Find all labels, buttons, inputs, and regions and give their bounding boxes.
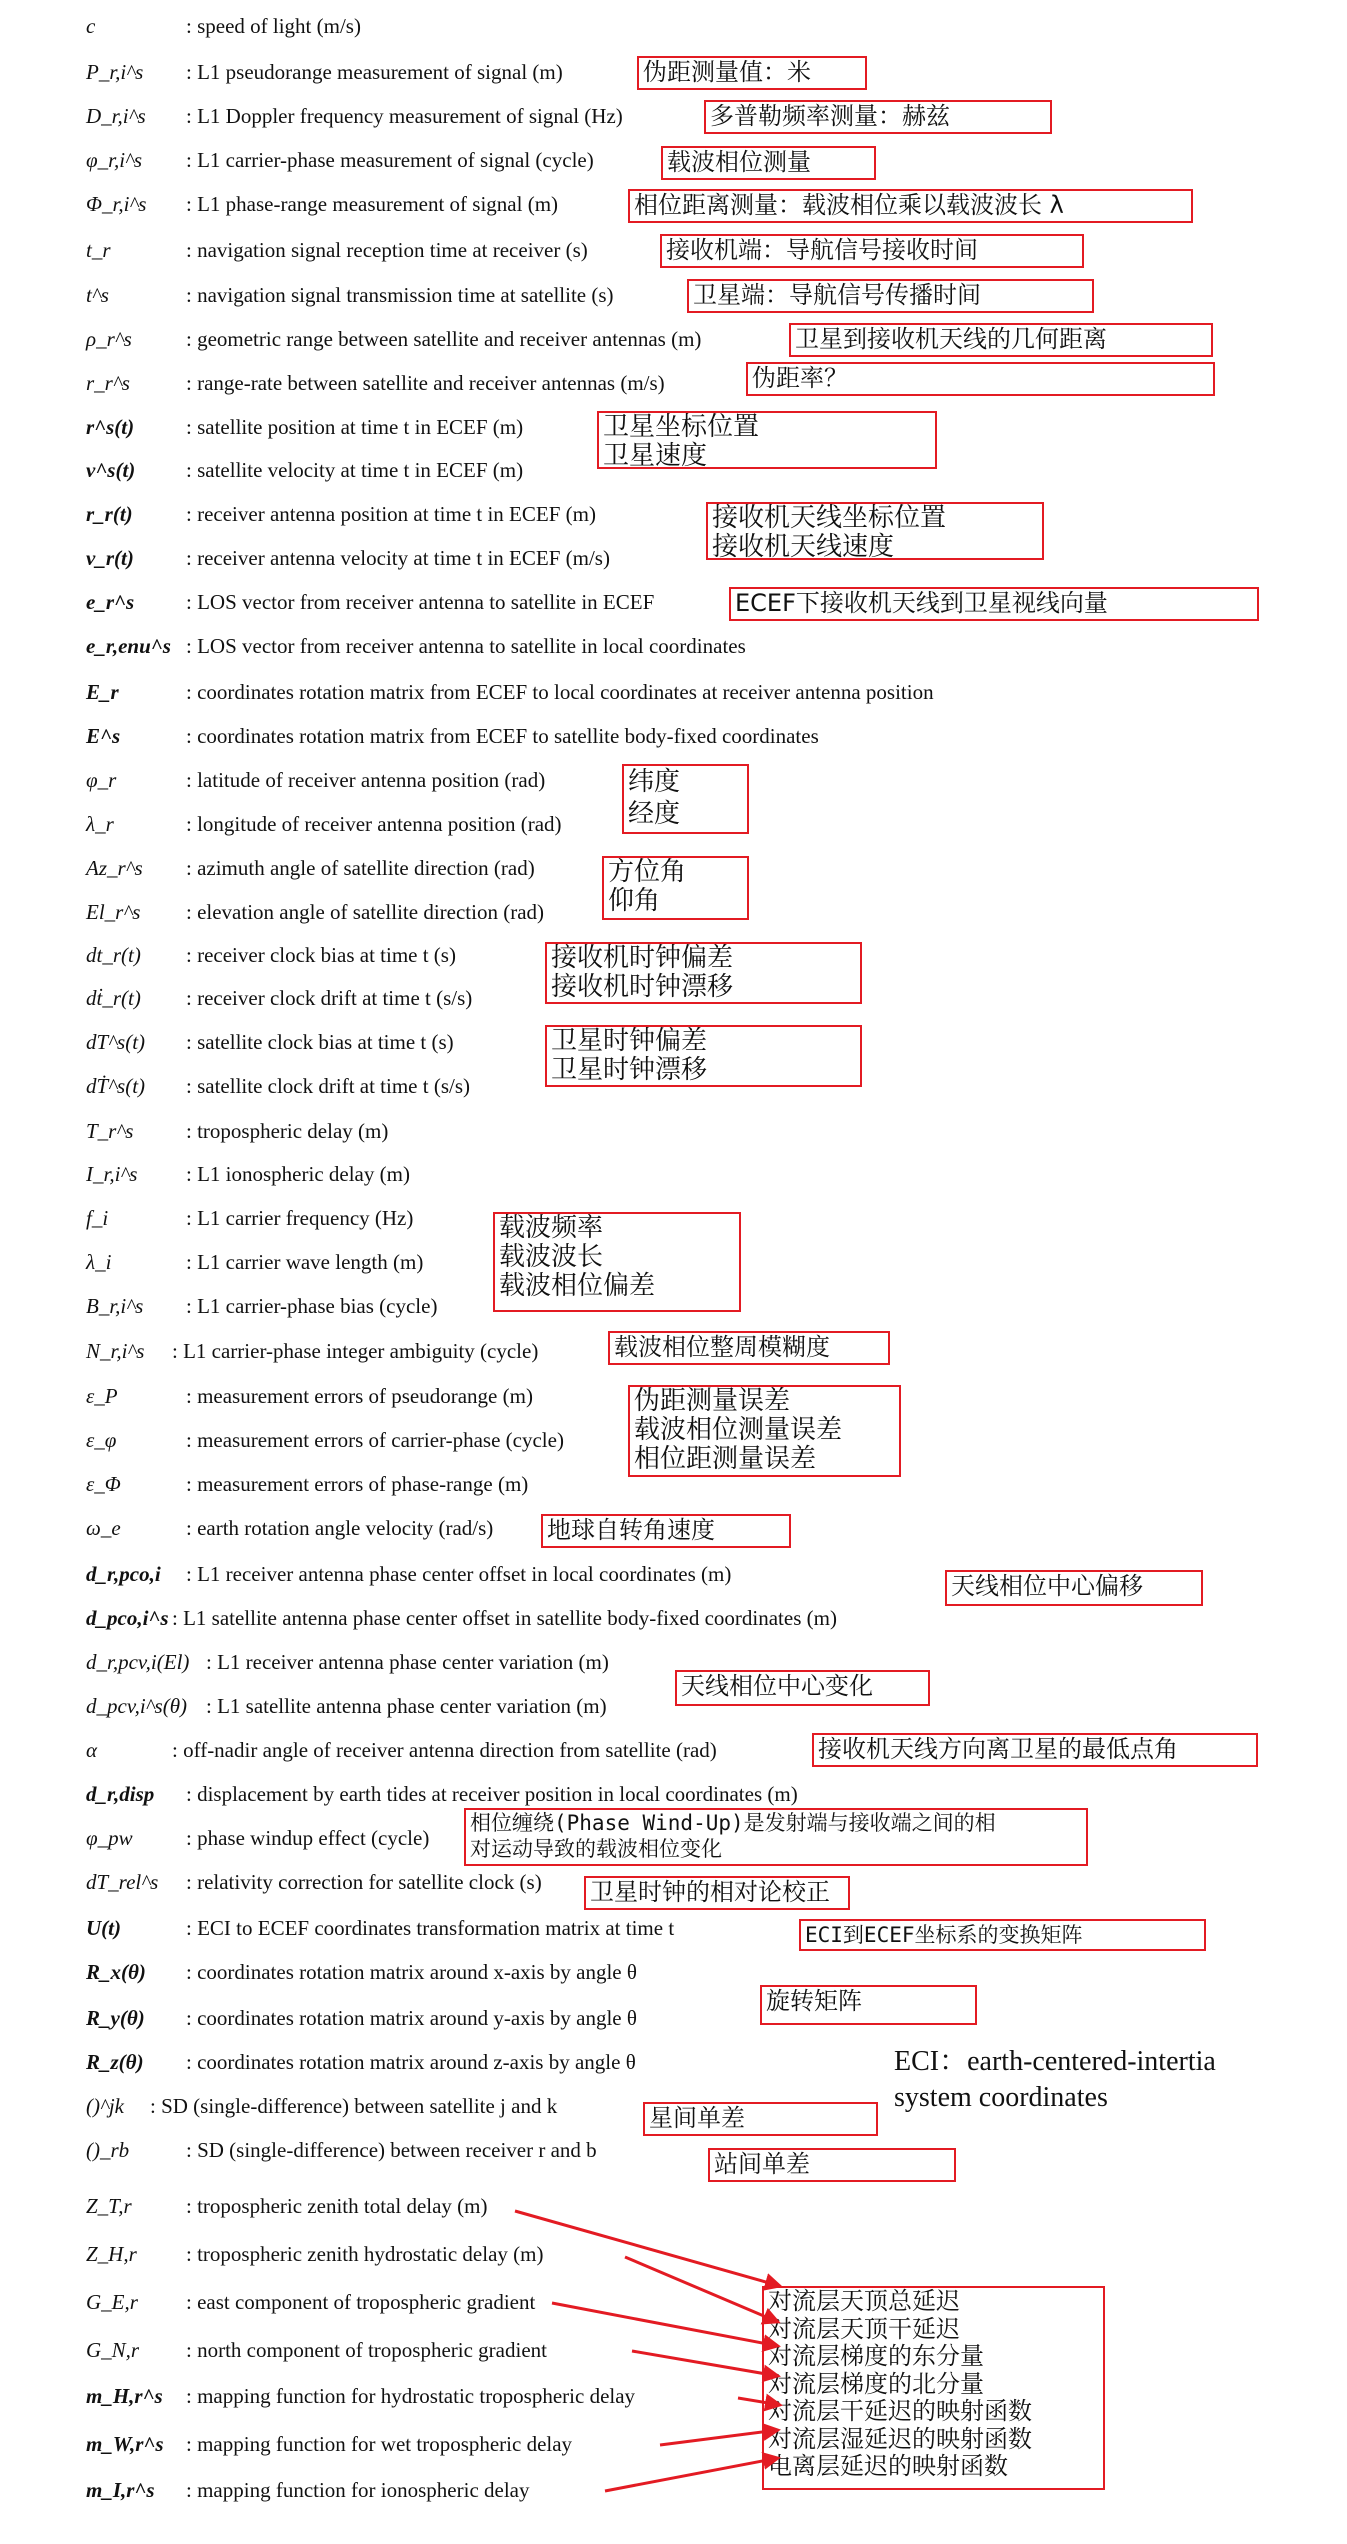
notation-symbol: r_r(t) [86,502,133,526]
notation-description: : mapping function for wet tropospheric delay [186,2432,573,2456]
notation-description: : speed of light (m/s) [186,14,361,38]
notation-description: : ECI to ECEF coordinates transformation matrix at time t [186,1916,675,1940]
arrow-zenith-hydrostatic [625,2257,778,2322]
notation-symbol: λ_i [86,1250,112,1274]
eci-note: ECI：earth-centered-intertia system coordinates [894,2046,1216,2113]
notation-symbol: c [86,14,96,38]
notation-symbol: dT_rel^s [86,1870,159,1894]
notation-symbol: m_I,r^s [86,2478,155,2502]
notation-description: : navigation signal transmission time at satellite (s) [186,283,614,307]
notation-symbol: ()_rb [86,2138,130,2162]
notation-description: : tropospheric zenith total delay (m) [186,2194,488,2218]
notation-description: : L1 phase-range measurement of signal (m) [186,192,559,216]
annotation-satellite-pos-vel: 卫星坐标位置 卫星速度 [597,411,937,469]
annotation-pco: 天线相位中心偏移 [945,1570,1203,1606]
annotation-doppler: 多普勒频率测量：赫兹 [704,100,1052,134]
annotation-receiver-pos-vel: 接收机天线坐标位置 接收机天线速度 [706,502,1044,560]
notation-description: : tropospheric delay (m) [186,1119,389,1143]
notation-symbol: R_z(θ) [86,2050,144,2074]
annotation-phase-range: 相位距离测量：载波相位乘以载波波长 λ [628,189,1193,223]
notation-symbol: N_r,i^s [86,1339,145,1363]
notation-symbol: T_r^s [86,1119,134,1143]
notation-description: : coordinates rotation matrix around x-axis by angle θ [186,1960,637,1984]
notation-description: : geometric range between satellite and receiver antennas (m) [186,327,702,351]
notation-symbol: v^s(t) [86,458,136,482]
notation-description: : L1 Doppler frequency measurement of signal (Hz) [186,104,623,128]
notation-description: : displacement by earth tides at receiver position in local coordinates (m) [186,1782,798,1806]
notation-description: : SD (single-difference) between receiver r and b [186,2138,597,2162]
notation-symbol: Az_r^s [86,856,143,880]
notation-description: : coordinates rotation matrix around y-axis by angle θ [186,2006,637,2030]
notation-symbol: d_r,pcv,i(El) [86,1650,190,1674]
notation-symbol: D_r,i^s [86,104,146,128]
notation-description: : satellite velocity at time t in ECEF (m) [186,458,524,482]
annotation-range-rate: 伪距率？ [746,362,1215,396]
annotation-earth-rotation: 地球自转角速度 [541,1514,791,1548]
notation-description: : L1 ionospheric delay (m) [186,1162,410,1186]
notation-description: : L1 carrier frequency (Hz) [186,1206,414,1230]
arrow-gradient-east [552,2303,778,2346]
notation-description: : range-rate between satellite and receiver antennas (m/s) [186,371,665,395]
notation-symbol: R_y(θ) [86,2006,145,2030]
notation-description: : satellite clock drift at time t (s/s) [186,1074,471,1098]
notation-description: : L1 receiver antenna phase center variation (m) [206,1650,609,1674]
notation-symbol: v_r(t) [86,546,134,570]
annotation-reception-time: 接收机端：导航信号接收时间 [660,234,1084,268]
notation-symbol: R_x(θ) [86,1960,146,1984]
annotation-relativity: 卫星时钟的相对论校正 [584,1876,850,1910]
annotation-ambiguity: 载波相位整周模糊度 [608,1331,890,1365]
annotation-lat-lon: 纬度 经度 [622,764,749,834]
notation-symbol: α [86,1738,98,1762]
notation-description: : measurement errors of phase-range (m) [186,1472,529,1496]
annotation-geometric-range: 卫星到接收机天线的几何距离 [789,323,1213,357]
notation-description: : satellite position at time t in ECEF (m) [186,415,524,439]
notation-symbol: ε_Φ [86,1472,121,1496]
annotation-troposphere-list: 对流层天顶总延迟 对流层天顶干延迟 对流层梯度的东分量 对流层梯度的北分量 对流层干延迟的映射函数 对流层湿延迟的映射函数 电离层延迟的映射函数 [762,2286,1105,2490]
notation-symbol: e_r^s [86,590,135,614]
notation-description: : off-nadir angle of receiver antenna direction from satellite (rad) [172,1738,717,1762]
arrow-zenith-total [515,2211,780,2286]
notation-symbol: φ_r [86,768,117,792]
annotation-receiver-clock: 接收机时钟偏差 接收机时钟漂移 [545,942,862,1004]
notation-symbol: G_E,r [86,2290,138,2314]
annotation-measurement-errors: 伪距测量误差 载波相位测量误差 相位距测量误差 [628,1385,901,1477]
notation-description: : measurement errors of pseudorange (m) [186,1384,533,1408]
notation-symbol: E_r [86,680,119,704]
notation-description: : L1 carrier-phase bias (cycle) [186,1294,438,1318]
notation-symbol: d_r,disp [86,1782,155,1806]
arrow-gradient-north [632,2351,778,2376]
notation-description: : receiver antenna velocity at time t in ECEF (m/s) [186,546,610,570]
notation-symbol: r_r^s [86,371,130,395]
notation-symbol: Z_T,r [86,2194,132,2218]
notation-description: : L1 carrier-phase integer ambiguity (cycle) [172,1339,539,1363]
notation-description: : relativity correction for satellite clock (s) [186,1870,542,1894]
notation-symbol: λ_r [86,812,114,836]
annotation-carrier: 载波频率 载波波长 载波相位偏差 [493,1212,741,1312]
notation-symbol: dT^s(t) [86,1030,146,1054]
notation-symbol: ρ_r^s [86,327,132,351]
notation-description: : L1 carrier-phase measurement of signal (cycle) [186,148,594,172]
notation-symbol: El_r^s [86,900,141,924]
notation-symbol: dṫ_r(t) [86,986,141,1010]
notation-description: : longitude of receiver antenna position (rad) [186,812,562,836]
notation-description: : mapping function for ionospheric delay [186,2478,530,2502]
notation-description: : L1 pseudorange measurement of signal (m) [186,60,563,84]
notation-symbol: P_r,i^s [86,60,144,84]
notation-symbol: d_r,pco,i [86,1562,161,1586]
notation-symbol: φ_pw [86,1826,133,1850]
notation-symbol: d_pco,i^s [86,1606,169,1630]
notation-description: : coordinates rotation matrix from ECEF to local coordinates at receiver antenna position [186,680,934,704]
notation-symbol: ε_P [86,1384,118,1408]
notation-symbol: r^s(t) [86,415,135,439]
notation-description: : receiver clock drift at time t (s/s) [186,986,473,1010]
notation-description: : phase windup effect (cycle) [186,1826,430,1850]
notation-description: : receiver clock bias at time t (s) [186,943,456,967]
annotation-rotation-matrix: 旋转矩阵 [760,1985,977,2025]
notation-description: : measurement errors of carrier-phase (cycle) [186,1428,564,1452]
notation-description: : L1 carrier wave length (m) [186,1250,424,1274]
notation-symbol: I_r,i^s [86,1162,138,1186]
arrow-mapping-wet [660,2430,778,2445]
notation-symbol: G_N,r [86,2338,140,2362]
annotation-az-el: 方位角 仰角 [602,856,749,920]
notation-description: : azimuth angle of satellite direction (rad) [186,856,535,880]
notation-symbol: B_r,i^s [86,1294,144,1318]
notation-symbol: t_r [86,238,111,262]
notation-description: : navigation signal reception time at receiver (s) [186,238,588,262]
annotation-sd-receiver: 站间单差 [708,2148,956,2182]
notation-description: : coordinates rotation matrix around z-axis by angle θ [186,2050,636,2074]
annotation-carrier-phase: 载波相位测量 [661,146,876,180]
notation-symbol: φ_r,i^s [86,148,143,172]
notation-description: : L1 satellite antenna phase center offset in satellite body-fixed coordinates (m) [172,1606,837,1630]
notation-description: : LOS vector from receiver antenna to satellite in ECEF [186,590,655,614]
notation-description: : SD (single-difference) between satellite j and k [150,2094,558,2118]
arrow-mapping-ionospheric [605,2458,778,2491]
notation-symbol: d_pcv,i^s(θ) [86,1694,188,1718]
annotation-pcv: 天线相位中心变化 [675,1670,930,1706]
notation-symbol: t^s [86,283,109,307]
notation-symbol: f_i [86,1206,109,1230]
notation-symbol: Z_H,r [86,2242,137,2266]
notation-symbol: Φ_r,i^s [86,192,147,216]
notation-symbol: m_W,r^s [86,2432,164,2456]
arrow-mapping-hydrostatic [738,2398,780,2405]
notation-description: : satellite clock bias at time t (s) [186,1030,454,1054]
notation-description: : LOS vector from receiver antenna to satellite in local coordinates [186,634,746,658]
annotation-pseudorange: 伪距测量值：米 [637,56,867,90]
notation-description: : mapping function for hydrostatic tropospheric delay [186,2384,636,2408]
notation-symbol: m_H,r^s [86,2384,163,2408]
notation-description: : north component of tropospheric gradient [186,2338,547,2362]
notation-description: : coordinates rotation matrix from ECEF to satellite body-fixed coordinates [186,724,819,748]
notation-description: : latitude of receiver antenna position (rad) [186,768,546,792]
annotation-los-vector: ECEF下接收机天线到卫星视线向量 [729,587,1259,621]
notation-description: : L1 receiver antenna phase center offset in local coordinates (m) [186,1562,732,1586]
notation-symbol: E^s [86,724,121,748]
notation-symbol: ε_φ [86,1428,117,1452]
annotation-transmission-time: 卫星端：导航信号传播时间 [687,279,1094,313]
annotation-sd-satellite: 星间单差 [643,2102,878,2136]
notation-symbol: dṪ^s(t) [86,1074,146,1098]
notation-symbol: ω_e [86,1516,121,1540]
notation-description: : receiver antenna position at time t in ECEF (m) [186,502,596,526]
notation-symbol: ()^jk [86,2094,125,2118]
notation-symbol: dt_r(t) [86,943,141,967]
annotation-off-nadir: 接收机天线方向离卫星的最低点角 [812,1733,1258,1767]
notation-symbol: U(t) [86,1916,121,1940]
annotation-phase-windup: 相位缠绕(Phase Wind-Up)是发射端与接收端之间的相 对运动导致的载波相位变化 [464,1808,1088,1866]
annotation-satellite-clock: 卫星时钟偏差 卫星时钟漂移 [545,1025,862,1087]
annotation-eci-ecef: ECI到ECEF坐标系的变换矩阵 [799,1919,1206,1951]
notation-description: : L1 satellite antenna phase center variation (m) [206,1694,607,1718]
notation-symbol: e_r,enu^s [86,634,171,658]
notation-description: : tropospheric zenith hydrostatic delay (m) [186,2242,544,2266]
notation-description: : earth rotation angle velocity (rad/s) [186,1516,494,1540]
notation-description: : east component of tropospheric gradient [186,2290,536,2314]
notation-description: : elevation angle of satellite direction (rad) [186,900,545,924]
